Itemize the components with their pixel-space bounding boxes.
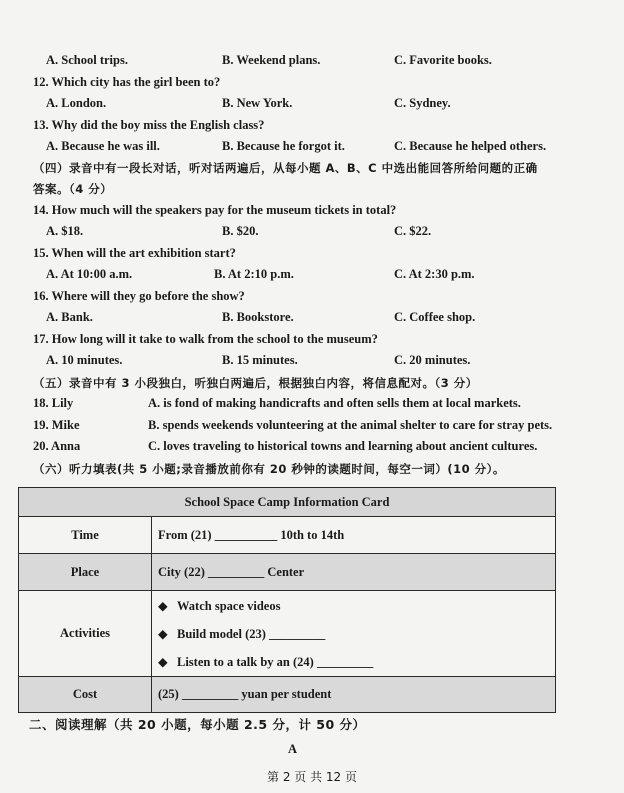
section4-instruction-line1: （四）录音中有一段长对话，听对话两遍后，从每小题 A、B、C 中选出能回答所给问题的正确 (33, 161, 538, 175)
q14-option-a: A. $18. (46, 224, 84, 238)
match-name-20: 20. Anna (33, 439, 81, 453)
activity-text: Watch space videos (177, 598, 281, 613)
match-name-18: 18. Lily (33, 396, 74, 410)
q17-option-a: A. 10 minutes. (46, 353, 123, 367)
match-desc-a: A. is fond of making handicrafts and often sells them at local markets. (148, 396, 521, 410)
q15-stem: 15. When will the art exhibition start? (33, 246, 236, 260)
q11-option-a: A. School trips. (46, 53, 128, 67)
part2-heading: 二、阅读理解（共 20 小题，每小题 2.5 分，计 50 分） (29, 717, 366, 732)
card-title: School Space Camp Information Card (19, 488, 556, 517)
time-label: Time (19, 517, 152, 554)
q16-stem: 16. Where will they go before the show? (33, 289, 245, 303)
activity-text: Build model (23) _________ (177, 626, 326, 641)
part2-subheading: A (288, 742, 298, 756)
q14-option-c: C. $22. (394, 224, 432, 238)
place-value: City (22) _________ Center (152, 554, 556, 591)
activity-item (158, 620, 549, 648)
section5-instruction: （五）录音中有 3 小段独白，听独白两遍后，根据独白内容，将信息配对。（3 分） (33, 376, 478, 390)
q11-option-b: B. Weekend plans. (222, 53, 321, 67)
diamond-bullet-icon: ◆ (158, 626, 168, 641)
diamond-bullet-icon: ◆ (158, 598, 168, 613)
diamond-bullet-icon: ◆ (158, 654, 168, 669)
q13-option-a: A. Because he was ill. (46, 139, 160, 153)
time-value: From (21) __________ 10th to 14th (152, 517, 556, 554)
q16-option-b: B. Bookstore. (222, 310, 294, 324)
q15-option-a: A. At 10:00 a.m. (46, 267, 133, 281)
q13-option-c: C. Because he helped others. (394, 139, 547, 153)
q15-option-b: B. At 2:10 p.m. (214, 267, 294, 281)
q11-option-c: C. Favorite books. (394, 53, 492, 67)
q15-option-c: C. At 2:30 p.m. (394, 267, 475, 281)
activities-label: Activities (19, 591, 152, 677)
q14-stem: 14. How much will the speakers pay for the museum tickets in total? (33, 203, 397, 217)
activity-item (158, 592, 549, 620)
space-camp-info-card (18, 487, 556, 713)
match-desc-c: C. loves traveling to historical towns and learning about ancient cultures. (148, 439, 538, 453)
page-footer: 第 2 页 共 12 页 (267, 770, 357, 784)
q16-option-a: A. Bank. (46, 310, 93, 324)
section4-instruction-line2: 答案。（4 分） (33, 182, 113, 196)
q12-option-b: B. New York. (222, 96, 293, 110)
activities-list (152, 591, 556, 677)
q13-option-b: B. Because he forgot it. (222, 139, 345, 153)
q17-option-b: B. 15 minutes. (222, 353, 298, 367)
q17-stem: 17. How long will it take to walk from the school to the museum? (33, 332, 378, 346)
cost-value: (25) _________ yuan per student (152, 677, 556, 713)
q12-option-c: C. Sydney. (394, 96, 451, 110)
section6-instruction: （六）听力填表(共 5 小题;录音播放前你有 20 秒钟的读题时间，每空一词）(10 分）。 (33, 462, 505, 476)
q16-option-c: C. Coffee shop. (394, 310, 476, 324)
place-label: Place (19, 554, 152, 591)
q12-option-a: A. London. (46, 96, 107, 110)
q17-option-c: C. 20 minutes. (394, 353, 471, 367)
q12-stem: 12. Which city has the girl been to? (33, 75, 221, 89)
match-name-19: 19. Mike (33, 418, 80, 432)
match-desc-b: B. spends weekends volunteering at the animal shelter to care for stray pets. (148, 418, 553, 432)
q13-stem: 13. Why did the boy miss the English class? (33, 118, 265, 132)
activity-text: Listen to a talk by an (24) _________ (177, 654, 374, 669)
activity-item (158, 648, 549, 676)
q14-option-b: B. $20. (222, 224, 259, 238)
cost-label: Cost (19, 677, 152, 713)
